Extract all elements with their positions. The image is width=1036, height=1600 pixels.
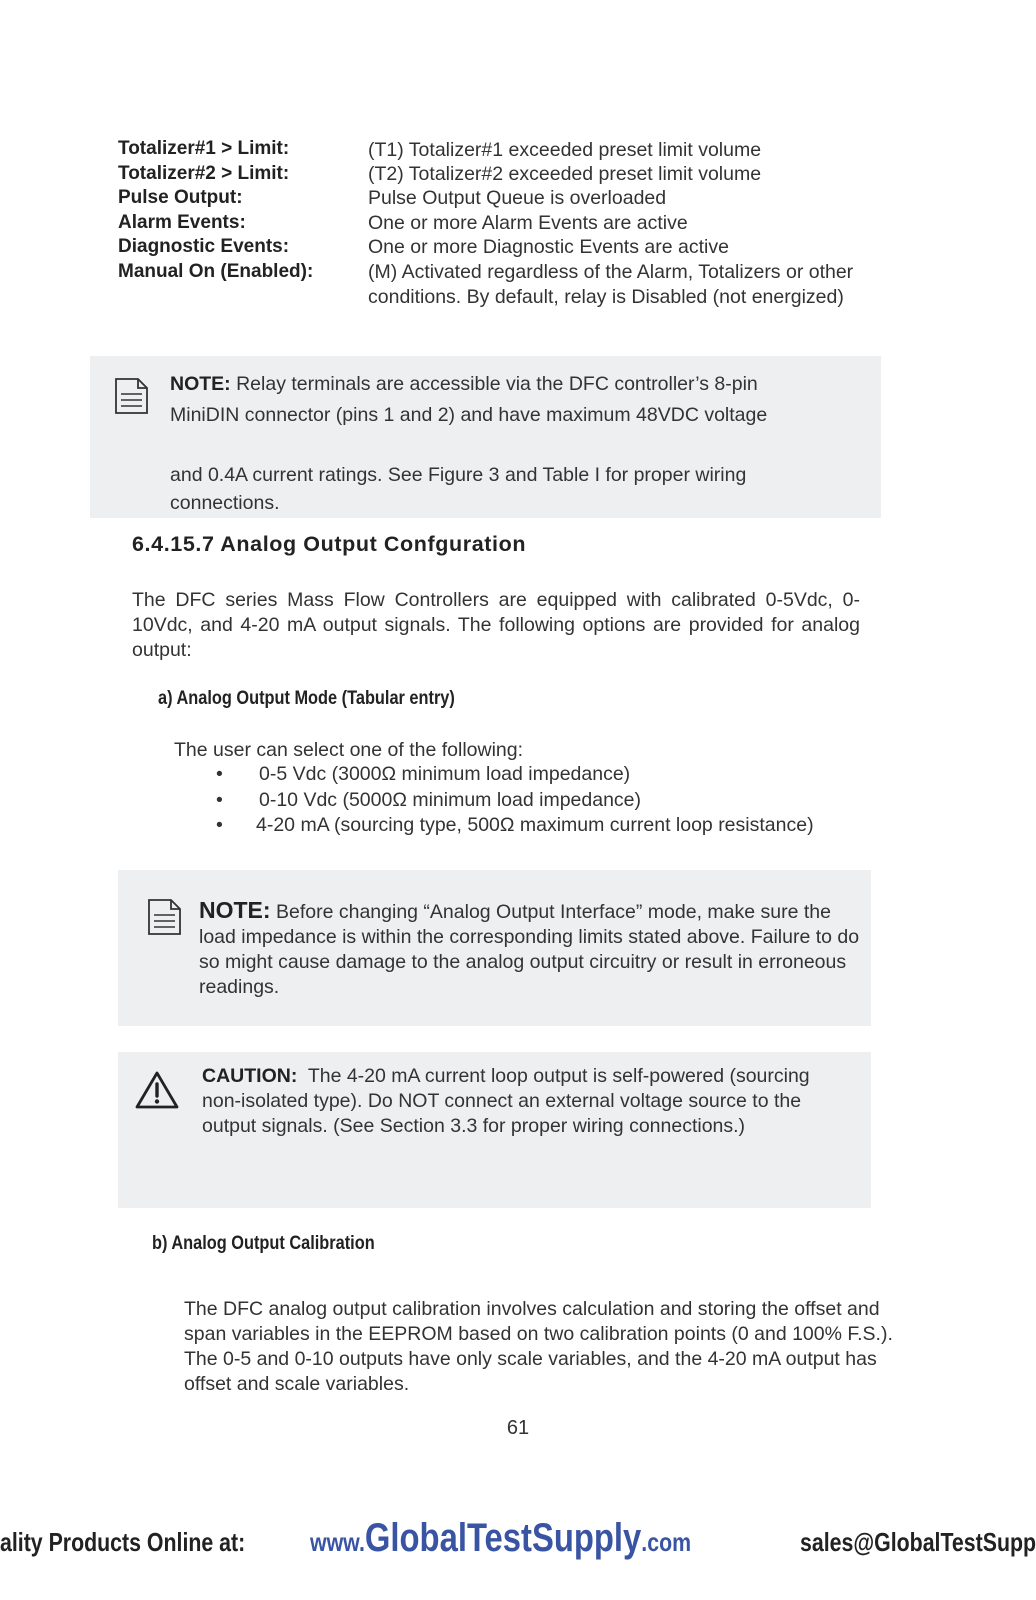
- relay-note-box: [90, 356, 881, 518]
- def-label: Pulse Output:: [118, 187, 243, 208]
- footer-tagline: ality Products Online at:: [0, 1527, 246, 1557]
- note-line: and 0.4A current ratings. See Figure 3 and Table I for proper wiring: [170, 464, 747, 486]
- subheading-analog-output-mode: a) Analog Output Mode (Tabular entry): [158, 688, 455, 709]
- def-desc: One or more Alarm Events are active: [368, 212, 688, 234]
- caution-box: [118, 1052, 871, 1208]
- note-label: NOTE:: [199, 897, 271, 923]
- def-label: Totalizer#1 > Limit:: [118, 138, 290, 159]
- caution-label: CAUTION:: [202, 1065, 298, 1087]
- note-content: [199, 898, 861, 1000]
- def-desc: (T1) Totalizer#1 exceeded preset limit volume: [368, 139, 762, 161]
- section-title: 6.4.15.7 Analog Output Confguration: [132, 532, 527, 556]
- note-label: NOTE:: [170, 373, 231, 395]
- subheading-analog-output-calibration: b) Analog Output Calibration: [152, 1233, 375, 1254]
- note-line: [170, 372, 758, 397]
- page-number: 61: [506, 1417, 530, 1439]
- caution-content: [202, 1064, 842, 1139]
- intro-paragraph: The DFC series Mass Flow Controllers are equipped with calibrated 0-5Vdc, 0-10Vdc, and 4-20 mA output signals. The following options are provided for analog output:: [132, 589, 860, 661]
- def-desc: (T2) Totalizer#2 exceeded preset limit volume: [368, 163, 762, 185]
- note-line: MiniDIN connector (pins 1 and 2) and have maximum 48VDC voltage: [170, 404, 768, 426]
- note-line: connections.: [170, 492, 280, 514]
- note-text: Before changing “Analog Output Interface” mode, make sure the load impedance is within the corresponding limits stated above. Failure to do so might cause damage to the analog output circuitry or result in erroneous readings.: [199, 901, 860, 998]
- caution-text: The 4-20 mA current loop output is self-powered (sourcing non-isolated type). Do NOT connect an external voltage source to the output signals. (See Section 3.3 for proper wiring connections.): [202, 1065, 810, 1137]
- def-desc: (M) Activated regardless of the Alarm, Totalizers or other conditions. By default, relay is Disabled (not energized): [368, 261, 854, 308]
- note-text: Relay terminals are accessible via the DFC controller’s 8-pin: [236, 373, 758, 395]
- def-desc: Pulse Output Queue is overloaded: [368, 187, 667, 209]
- def-desc: One or more Diagnostic Events are active: [368, 236, 729, 258]
- footer-website-link[interactable]: www.GlobalTestSupply.com: [310, 1516, 692, 1560]
- def-label: Totalizer#2 > Limit:: [118, 163, 290, 184]
- document-icon: [114, 377, 150, 415]
- def-label: Manual On (Enabled):: [118, 261, 314, 282]
- select-intro: The user can select one of the following:: [174, 739, 524, 761]
- analog-note-box: [118, 870, 871, 1026]
- def-label: Alarm Events:: [118, 212, 246, 233]
- document-icon: [147, 898, 183, 936]
- footer-email-link[interactable]: sales@GlobalTestSupp: [800, 1527, 1036, 1557]
- calibration-paragraph: The DFC analog output calibration involves calculation and storing the offset and span variables in the EEPROM based on two calibration points (0 and 100% F.S.). The 0-5 and 0-10 outputs have only scale variables, and the 4-20 mA output has offset and scale variables.: [184, 1298, 893, 1395]
- warning-triangle-icon: [134, 1070, 180, 1110]
- footer: [0, 1512, 1036, 1572]
- def-label: Diagnostic Events:: [118, 236, 290, 257]
